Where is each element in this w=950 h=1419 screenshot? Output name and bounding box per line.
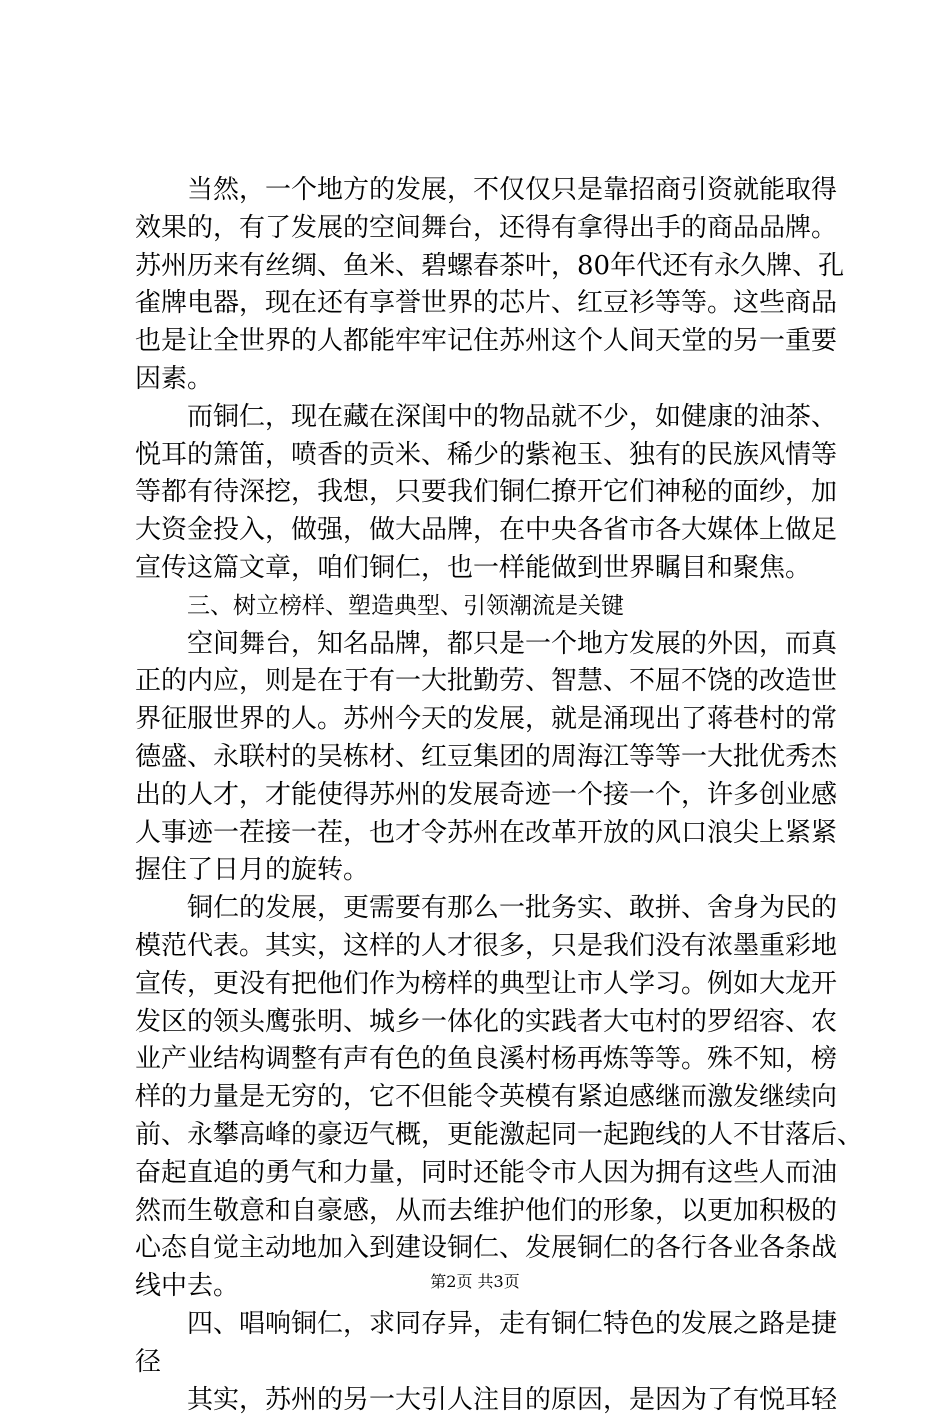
text-line: 然而生敬意和自豪感，从而去维护他们的形象，以更加积极的 (135, 1193, 835, 1231)
text-line: 铜仁的发展，更需要有那么一批务实、敢拼、舍身为民的 (135, 890, 835, 928)
text-line: 正的内应，则是在于有一大批勤劳、智慧、不屈不饶的改造世 (135, 663, 835, 701)
text-line: 等都有待深挖，我想，只要我们铜仁撩开它们神秘的面纱，加 (135, 474, 835, 512)
text-line: 前、永攀高峰的豪迈气概，更能激起同一起跑线的人不甘落后、 (135, 1117, 835, 1155)
paragraph (135, 1382, 835, 1419)
text-line: 线中去。 (135, 1268, 835, 1306)
text-line: 握住了日月的旋转。 (135, 852, 835, 890)
paragraph (135, 172, 835, 399)
page-footer: 第2页 共3页 (0, 1272, 950, 1292)
text-line: 德盛、永联村的吴栋材、红豆集团的周海江等等一大批优秀杰 (135, 739, 835, 777)
text-line: 人事迹一茬接一茬，也才令苏州在改革开放的风口浪尖上紧紧 (135, 815, 835, 853)
document-body (135, 172, 835, 1419)
text-line: 模范代表。其实，这样的人才很多，只是我们没有浓墨重彩地 (135, 928, 835, 966)
text-line: 大资金投入，做强，做大品牌，在中央各省市各大媒体上做足 (135, 512, 835, 550)
text-line: 其实，苏州的另一大引人注目的原因，是因为了有悦耳轻 (135, 1382, 835, 1419)
paragraph (135, 399, 835, 588)
text-line: 效果的，有了发展的空间舞台，还得有拿得出手的商品品牌。 (135, 210, 835, 248)
text-line: 四、唱响铜仁，求同存异，走有铜仁特色的发展之路是捷 (135, 1306, 835, 1344)
text-line: 雀牌电器，现在还有享誉世界的芯片、红豆衫等等。这些商品 (135, 285, 835, 323)
text-line: 奋起直追的勇气和力量，同时还能令市人因为拥有这些人而油 (135, 1155, 835, 1193)
text-line: 业产业结构调整有声有色的鱼良溪村杨再炼等等。殊不知，榜 (135, 1041, 835, 1079)
text-line: 宣传这篇文章，咱们铜仁，也一样能做到世界瞩目和聚焦。 (135, 550, 835, 588)
section-heading (135, 588, 835, 626)
text-line: 因素。 (135, 361, 835, 399)
text-line: 样的力量是无穷的，它不但能令英模有紧迫感继而激发继续向 (135, 1079, 835, 1117)
text-line: 出的人才，才能使得苏州的发展奇迹一个接一个，许多创业感 (135, 777, 835, 815)
text-line: 也是让全世界的人都能牢牢记住苏州这个人间天堂的另一重要 (135, 323, 835, 361)
text-line: 心态自觉主动地加入到建设铜仁、发展铜仁的各行各业各条战 (135, 1230, 835, 1268)
text-line: 当然，一个地方的发展，不仅仅只是靠招商引资就能取得 (135, 172, 835, 210)
text-line: 悦耳的箫笛，喷香的贡米、稀少的紫袍玉、独有的民族风情等 (135, 437, 835, 475)
paragraph (135, 626, 835, 891)
text-line: 发区的领头鹰张明、城乡一体化的实践者大屯村的罗绍容、农 (135, 1004, 835, 1042)
text-line: 而铜仁，现在藏在深闺中的物品就不少，如健康的油茶、 (135, 399, 835, 437)
text-line: 径 (135, 1344, 835, 1382)
paragraph (135, 890, 835, 1306)
text-line: 空间舞台，知名品牌，都只是一个地方发展的外因，而真 (135, 626, 835, 664)
text-line: 界征服世界的人。苏州今天的发展，就是涌现出了蒋巷村的常 (135, 701, 835, 739)
text-line: 苏州历来有丝绸、鱼米、碧螺春茶叶，80年代还有永久牌、孔 (135, 248, 835, 286)
text-line: 三、树立榜样、塑造典型、引领潮流是关键 (135, 588, 835, 626)
text-line: 宣传，更没有把他们作为榜样的典型让市人学习。例如大龙开 (135, 966, 835, 1004)
